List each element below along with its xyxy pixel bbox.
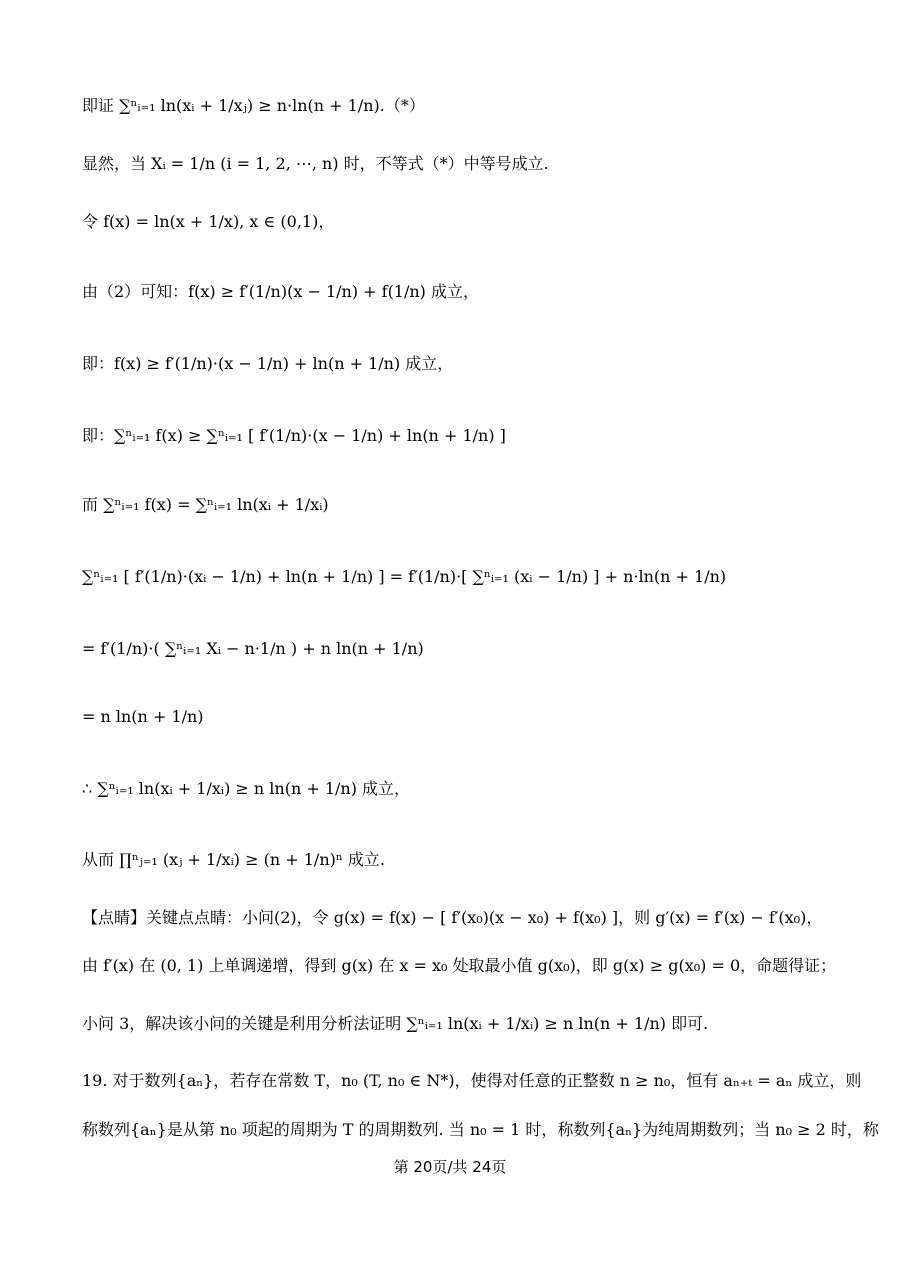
text-line: 即：∑ⁿᵢ₌₁ f(x) ≥ ∑ⁿᵢ₌₁ [ f′(1/n)·(x − 1/n) + ln(n + 1/n) ]	[82, 426, 506, 445]
text-line: 即：f(x) ≥ f′(1/n)·(x − 1/n) + ln(n + 1/n) 成立，	[82, 354, 454, 373]
text-line: = f′(1/n)·( ∑ⁿᵢ₌₁ Xᵢ − n·1/n ) + n ln(n + 1/n)	[82, 639, 424, 658]
text-line: 小问 3，解决该小问的关键是利用分析法证明 ∑ⁿᵢ₌₁ ln(xᵢ + 1/xᵢ) ≥ n ln(n + 1/n) 即可.	[82, 1014, 709, 1033]
page-footer: 第 20页/共 24页	[393, 1158, 507, 1176]
text-line: 令 f(x) = ln(x + 1/x), x ∈ (0,1)，	[82, 212, 335, 231]
text-line: 而 ∑ⁿᵢ₌₁ f(x) = ∑ⁿᵢ₌₁ ln(xᵢ + 1/xᵢ)	[82, 495, 329, 514]
text-line: ∴ ∑ⁿᵢ₌₁ ln(xᵢ + 1/xᵢ) ≥ n ln(n + 1/n) 成立，	[82, 779, 411, 798]
text-line: 显然，当 Xᵢ = 1/n (i = 1, 2, ⋯, n) 时，不等式（*）中等号成立.	[82, 154, 549, 173]
text-line: = n ln(n + 1/n)	[82, 707, 204, 726]
text-line: 【点睛】关键点点睛：小问(2)，令 g(x) = f(x) − [ f′(x₀)(x − x₀) + f(x₀) ]，则 g′(x) = f′(x) − f′(x₀)，	[82, 908, 823, 927]
text-line: ∑ⁿᵢ₌₁ [ f′(1/n)·(xᵢ − 1/n) + ln(n + 1/n) ] = f′(1/n)·[ ∑ⁿᵢ₌₁ (xᵢ − 1/n) ] + n·ln(n + 1/n)	[82, 567, 727, 586]
text-line: 由（2）可知：f(x) ≥ f′(1/n)(x − 1/n) + f(1/n) 成立，	[82, 282, 480, 301]
text-line: 从而 ∏ⁿⱼ₌₁ (xⱼ + 1/xᵢ) ≥ (n + 1/n)ⁿ 成立.	[82, 850, 385, 869]
text-line: 即证 ∑ⁿᵢ₌₁ ln(xᵢ + 1/xⱼ) ≥ n·ln(n + 1/n).（*）	[82, 96, 425, 115]
text-line: 称数列{aₙ}是从第 n₀ 项起的周期为 T 的周期数列. 当 n₀ = 1 时，称数列{aₙ}为纯周期数列；当 n₀ ≥ 2 时，称	[82, 1120, 879, 1139]
text-line: 19. 对于数列{aₙ}，若存在常数 T，n₀ (T, n₀ ∈ N*)，使得对任意的正整数 n ≥ n₀，恒有 aₙ₊ₜ = aₙ 成立，则	[82, 1071, 862, 1090]
text-line: 由 f′(x) 在 (0, 1) 上单调递增，得到 g(x) 在 x = x₀ 处取最小值 g(x₀)，即 g(x) ≥ g(x₀) = 0，命题得证；	[82, 956, 837, 975]
